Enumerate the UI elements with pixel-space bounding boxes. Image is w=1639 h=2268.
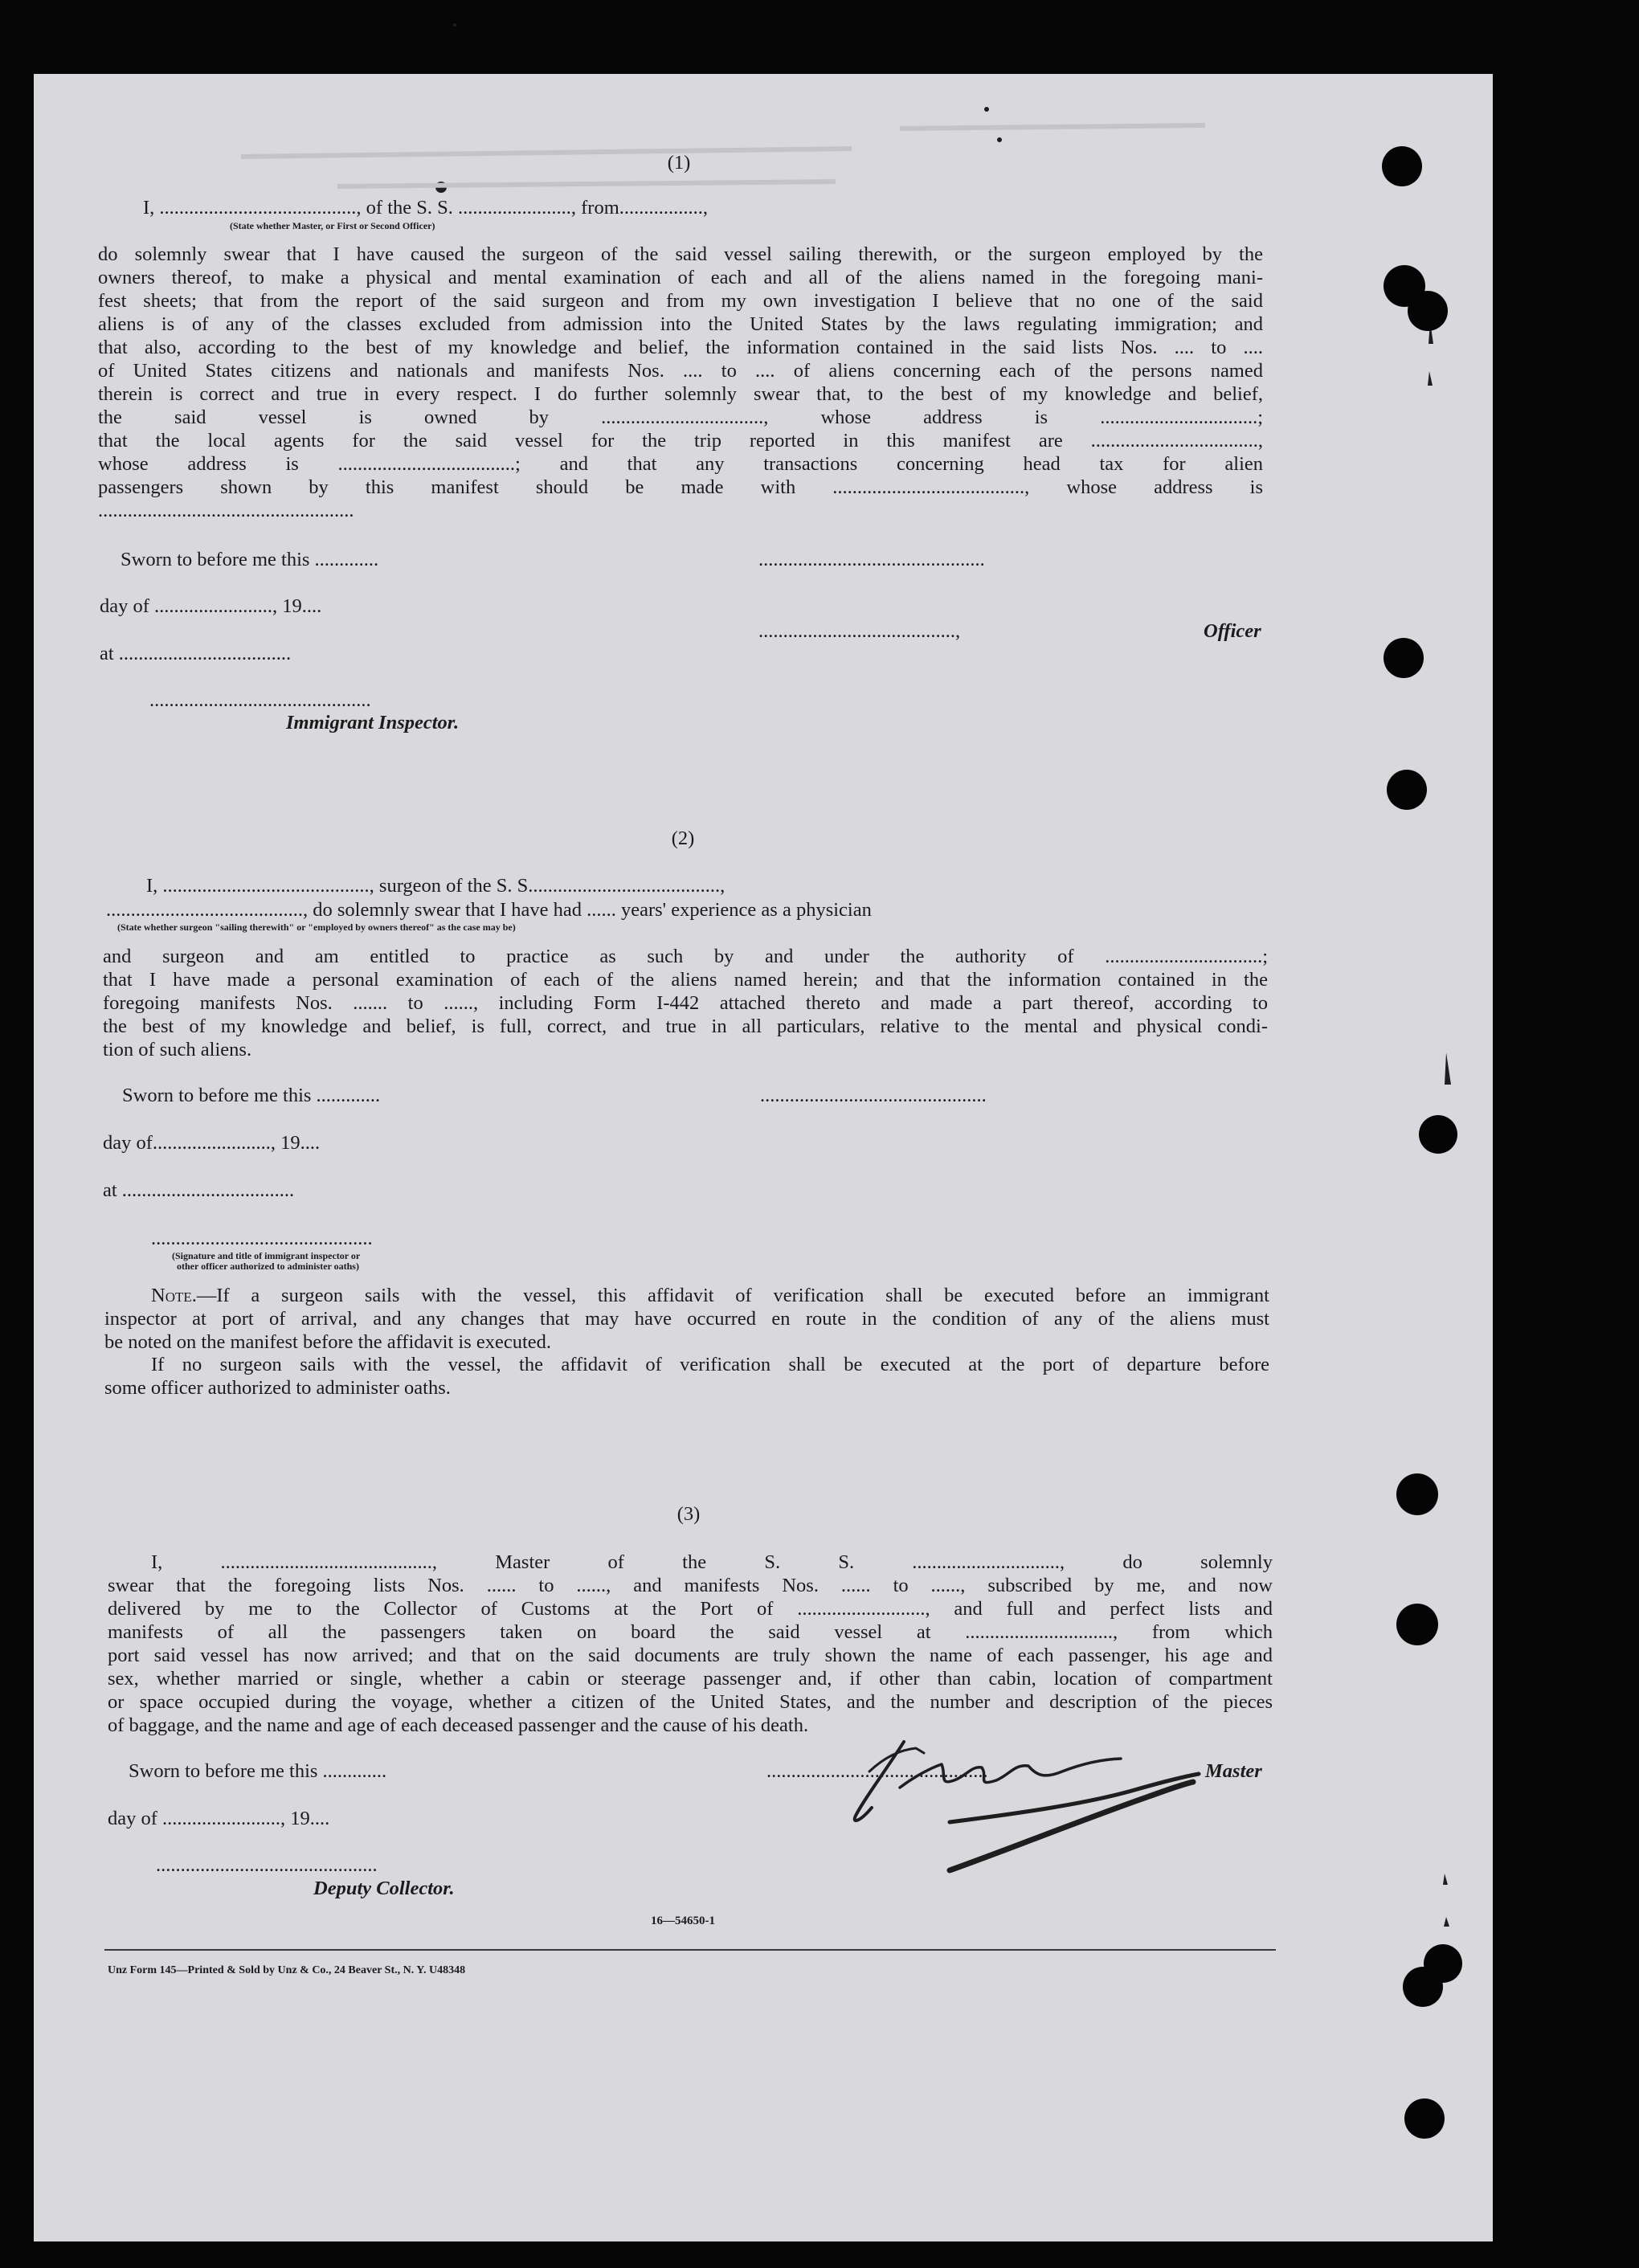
section-1-at: at ................................... xyxy=(100,643,292,664)
section-3-collector-signature-line: ............................................. xyxy=(156,1854,378,1876)
section-3-line: sex, whether married or single, whether a cabin or steerage passenger and, if other than cabin, location of compartment xyxy=(108,1668,1273,1690)
section-3-master-signature-line: ............................................. xyxy=(766,1760,988,1782)
section-1-line: owners thereof, to make a physical and mental examination of each and all of the aliens named in the foregoing mani- xyxy=(98,267,1263,288)
section-3-master-label: Master xyxy=(1205,1760,1262,1782)
section-1-line: the said vessel is owned by ................................., whose address is ................................; xyxy=(98,407,1263,428)
section-1-line: do solemnly swear that I have caused the surgeon of the said vessel sailing therewith, or the surgeon employed by the xyxy=(98,243,1263,265)
section-2-line-last: tion of such aliens. xyxy=(103,1039,252,1060)
section-1-line: that also, according to the best of my knowledge and belief, the information contained in the said lists Nos. .... to .... xyxy=(98,337,1263,358)
section-1-line: passengers shown by this manifest should be made with ......................................., whose address is xyxy=(98,476,1263,498)
section-1-line-last: .................................................... xyxy=(98,500,354,521)
section-1-officer-dots-top: .............................................. xyxy=(758,549,985,570)
section-3-number: (3) xyxy=(676,1503,701,1525)
section-2-at: at ................................... xyxy=(103,1179,295,1201)
section-2-surgeon-note: (State whether surgeon "sailing therewith" or "employed by owners thereof" as the case may be) xyxy=(117,922,516,933)
punch-hole xyxy=(1387,770,1427,810)
section-3-line: or space occupied during the voyage, whether a citizen of the United States, and the number and description of the pieces xyxy=(108,1691,1273,1713)
section-2-signature-note-1: (Signature and title of immigrant inspector or xyxy=(172,1250,361,1261)
section-2-line: that I have made a personal examination of each of the aliens named herein; and that the information contained in the xyxy=(103,969,1268,991)
section-1-inspector-signature-line: ............................................. xyxy=(149,689,371,711)
note-line-last: be noted on the manifest before the affidavit is executed. xyxy=(104,1331,552,1353)
section-1-sworn: Sworn to before me this ............. xyxy=(121,549,379,570)
section-2-signature-line: ............................................. xyxy=(151,1228,373,1249)
section-3-day: day of ........................, 19.... xyxy=(108,1808,330,1829)
section-2-sworn: Sworn to before me this ............. xyxy=(122,1085,381,1106)
section-2-line: and surgeon and am entitled to practice as such by and under the authority of ................................; xyxy=(103,946,1268,967)
footer-rule xyxy=(104,1949,1276,1951)
note-line: —If a surgeon sails with the vessel, this affidavit of verification shall be executed before an immigrant xyxy=(196,1285,1269,1306)
punch-hole xyxy=(1419,1115,1457,1154)
punch-hole xyxy=(1404,2098,1445,2139)
section-3-line: I, ..........................................., Master of the S. S. .............................., do solemnly xyxy=(151,1551,1273,1573)
section-1-officer-dots: ........................................, xyxy=(758,620,961,642)
section-2-number: (2) xyxy=(671,828,695,849)
section-1-line: whose address is ....................................; and that any transactions concerning head tax for alien xyxy=(98,453,1263,475)
section-3-line: port said vessel has now arrived; and that on the said documents are truly shown the name of each passenger, his age and xyxy=(108,1645,1273,1666)
punch-hole xyxy=(1424,1944,1462,1983)
note-first-line xyxy=(151,1284,1269,1307)
section-2-second-line: ........................................, do solemnly swear that I have had ...... years' experience as a physician xyxy=(106,899,872,921)
section-1-day: day of ........................, 19.... xyxy=(100,595,322,617)
section-2-line: the best of my knowledge and belief, is full, correct, and true in all particulars, relative to the mental and physical condi- xyxy=(103,1015,1268,1037)
punch-hole xyxy=(1384,638,1424,678)
section-2-signature-note-2: other officer authorized to administer oaths) xyxy=(177,1261,359,1272)
note-heading: Note. xyxy=(151,1285,197,1306)
section-1-officer-note: (State whether Master, or First or Second Officer) xyxy=(230,220,435,231)
punch-hole xyxy=(1396,1473,1438,1515)
punch-hole xyxy=(1382,146,1422,186)
section-3-line: swear that the foregoing lists Nos. ...... to ......, and manifests Nos. ...... to ......, subscribed by me, and now xyxy=(108,1575,1273,1596)
section-1-officer-label: Officer xyxy=(1204,620,1261,642)
printer-imprint: Unz Form 145—Printed & Sold by Unz & Co., 24 Beaver St., N. Y. U48348 xyxy=(108,1964,466,1976)
note-second-para-line: If no surgeon sails with the vessel, the affidavit of verification shall be executed at the port of departure before xyxy=(151,1354,1269,1375)
section-1-line: therein is correct and true in every respect. I do further solemnly swear that, to the best of my knowledge and belief, xyxy=(98,383,1263,405)
section-2-first-line: I, .........................................., surgeon of the S. S......................................., xyxy=(146,875,725,897)
section-1-line: aliens is of any of the classes excluded from admission into the United States by the laws regulating immigration; and xyxy=(98,313,1263,335)
note-second-para-last: some officer authorized to administer oaths. xyxy=(104,1377,451,1399)
form-code: 16—54650-1 xyxy=(651,1915,715,1927)
punch-hole xyxy=(1396,1604,1438,1645)
section-3-line: manifests of all the passengers taken on board the said vessel at .............................., from which xyxy=(108,1621,1273,1643)
section-3-line: delivered by me to the Collector of Customs at the Port of .........................., and full and perfect lists and xyxy=(108,1598,1273,1620)
section-1-oath-first-line: I, ........................................, of the S. S. ......................., from................., xyxy=(143,197,708,219)
section-3-sworn: Sworn to before me this ............. xyxy=(129,1760,387,1782)
section-1-line: that the local agents for the said vessel for the trip reported in this manifest are .................................., xyxy=(98,430,1263,452)
section-2-line: foregoing manifests Nos. ....... to ......, including Form I-442 attached thereto and made a part thereof, according to xyxy=(103,992,1268,1014)
section-3-collector-label: Deputy Collector. xyxy=(313,1878,455,1899)
section-1-number: (1) xyxy=(667,152,691,174)
section-1-inspector-label: Immigrant Inspector. xyxy=(286,712,460,734)
punch-hole xyxy=(1408,291,1448,331)
section-2-right-signature-line: .............................................. xyxy=(760,1085,987,1106)
section-3-line-last: of baggage, and the name and age of each deceased passenger and the cause of his death. xyxy=(108,1714,809,1736)
note-line: inspector at port of arrival, and any changes that may have occurred en route in the condition of any of the aliens must xyxy=(104,1308,1269,1330)
section-2-day: day of........................, 19.... xyxy=(103,1132,321,1154)
section-1-line: of United States citizens and nationals and manifests Nos. .... to .... of aliens concerning each of the persons named xyxy=(98,360,1263,382)
section-1-line: fest sheets; that from the report of the said surgeon and from my own investigation I believe that no one of the said xyxy=(98,290,1263,312)
